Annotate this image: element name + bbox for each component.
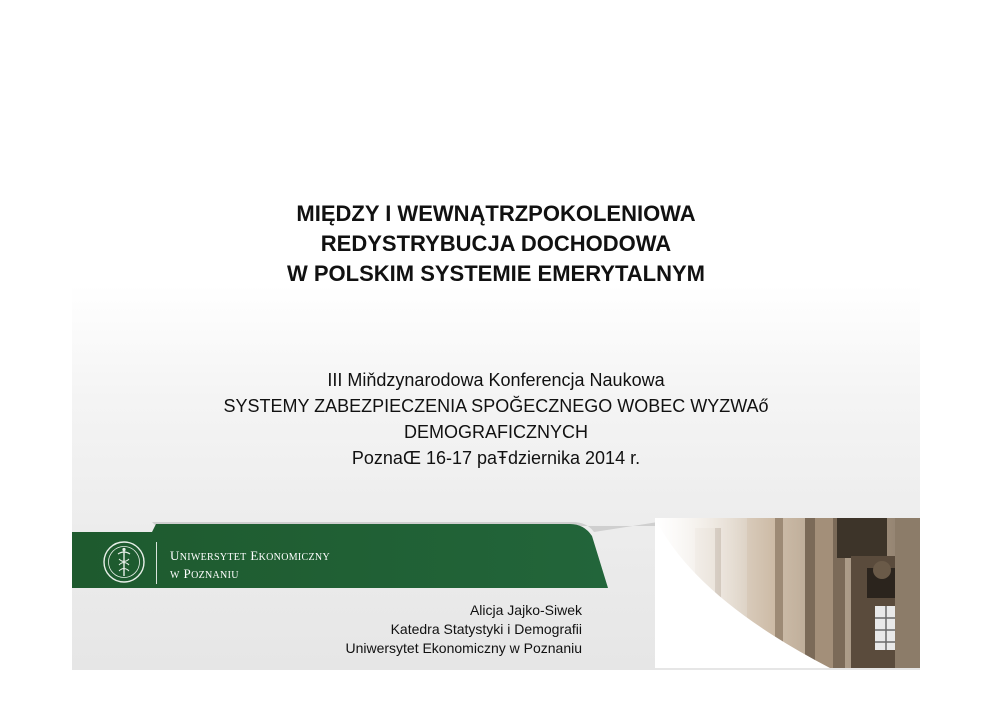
university-name-logo xyxy=(170,547,330,583)
author-university: Uniwersytet Ekonomiczny w Poznaniu xyxy=(345,640,582,656)
conference-line-2: SYSTEMY ZABEZPIECZENIA SPOĞECZNEGO WOBEC WYZWAő xyxy=(223,396,769,416)
logo-line-2 xyxy=(170,565,330,583)
logo-divider xyxy=(156,542,157,584)
title-line-2: REDYSTRYBUCJA DOCHODOWA xyxy=(320,231,672,256)
logo-rest-1: niwersytet xyxy=(179,549,251,564)
logo-cap-e: E xyxy=(250,548,259,563)
conference-info xyxy=(0,367,992,471)
author-block xyxy=(345,601,582,658)
logo-rest-2: konomiczny xyxy=(258,549,330,564)
title-line-1: MIĘDZY I WEWNĄTRZPOKOLENIOWA xyxy=(296,201,696,226)
logo-line-1 xyxy=(170,547,330,565)
logo-cap-p: P xyxy=(183,566,192,581)
university-seal-icon xyxy=(102,540,146,584)
logo-rest-3: oznaniu xyxy=(191,567,239,582)
author-department: Katedra Statystyki i Demografii xyxy=(390,621,582,637)
building-photo xyxy=(655,518,920,668)
logo-w: w xyxy=(170,567,184,582)
slide-title xyxy=(0,199,992,289)
conference-line-4: PoznaŒ 16-17 paŦdziernika 2014 r. xyxy=(351,448,641,468)
green-band xyxy=(72,524,608,588)
conference-line-1: III Miňdzynarodowa Konferencja Naukowa xyxy=(327,370,665,390)
title-line-3: W POLSKIM SYSTEMIE EMERYTALNYM xyxy=(286,261,705,286)
logo-cap-u: U xyxy=(170,548,180,563)
conference-line-3: DEMOGRAFICZNYCH xyxy=(404,422,588,442)
author-name: Alicja Jajko-Siwek xyxy=(469,602,582,618)
